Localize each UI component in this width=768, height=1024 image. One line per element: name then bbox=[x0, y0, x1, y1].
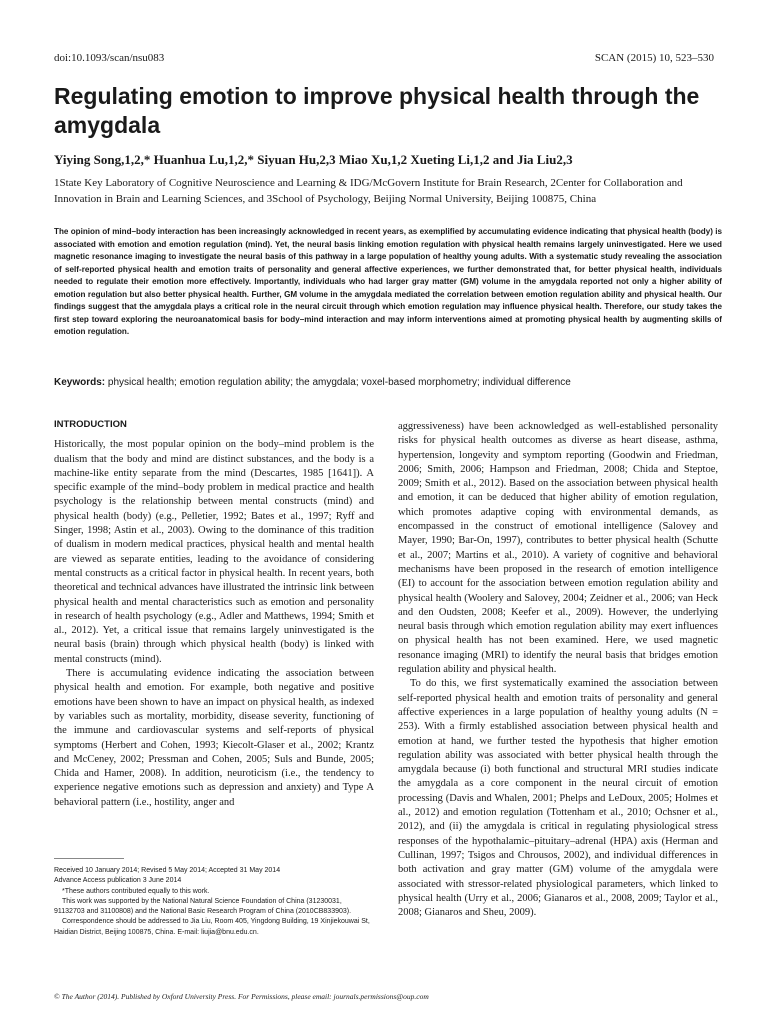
equal-contribution-note: *These authors contributed equally to this work. bbox=[62, 887, 210, 895]
keywords bbox=[54, 377, 724, 388]
intro-paragraph-1: Historically, the most popular opinion on the body–mind problem is the dualism that the body and mind are distinct substances, and the body is a machine-like entity separate from the mind (Descartes, 1985 [1641]). A specific example of the mind–body problem in medical practice and health psychology is the relationship between mental constructs (mind) and physical health (body) (e.g., Pelletier, 1992; Bates et al., 1997; Ryff and Singer, 1998; Astin et al., 2003). Owing to the dominance of this tradition of dualism in modern medical practices, physical health and mental health are viewed as separate entities, leading to the avoidance of considering mental constructs as a critical factor in physical health. In recent years, both theoretical and technical advances have illustrated the intrinsic link between physical health and mental characteristics such as emotion and personality in research of health psychology (e.g., Adler and Matthews, 1994; Smith et al., 2012). Yet, a critical issue that remains largely uninvestigated is the neural basis (brain) through which physical health (body) is linked with mental constructs (mind). bbox=[54, 439, 374, 665]
affiliations: 1State Key Laboratory of Cognitive Neuroscience and Learning & IDG/McGovern Institute for Brain Research, 2Center for Collaboration and Innovation in Brain and Learning Sciences, and 3School of Psychology, Beijing Normal University, Beijing 100875, China bbox=[54, 177, 683, 205]
copyright-line: © The Author (2014). Published by Oxford University Press. For Permissions, please email: journals.permissions@oup.com bbox=[54, 992, 429, 1001]
paper-title: Regulating emotion to improve physical health through the amygdala bbox=[54, 83, 700, 138]
keywords-text: physical health; emotion regulation ability; the amygdala; voxel-based morphometry; individual difference bbox=[107, 377, 571, 388]
intro-paragraph-3: aggressiveness) have been acknowledged as well-established personality risks for physical health outcomes as diverse as heart disease, asthma, hypertension, longevity and symptom reporting (Goodwin and Friedman, 2006; Smith, 2006; Hampson and Friedman, 2008; Chida and Steptoe, 2009; Smith et al., 2012). Based on the association between physical health and emotion, it can be deduced that higher ability of emotion regulation, which promotes adaptive coping with environmental demands, as encompassed in the construct of emotional intelligence (Salovey and Mayer, 1990; Bar-On, 1997), contributes to better physical health (Schutte et al., 2007; Martins et al., 2010). A variety of cognitive and behavioral mechanisms have been proposed in the research of emotion intelligence (EI) to account for the association between emotion regulation ability and physical health (Woolery and Salovey, 2004; Zeidner et al., 2006; van Heck and den Oudsten, 2008; Keefer et al., 2009). However, the underlying neural basis through which emotion regulation ability may exert influences on physical health has not been examined. Here, we used magnetic resonance imaging (MRI) to identify the neural basis that bridges emotion regulation ability and physical health. bbox=[398, 421, 718, 676]
received-dates: Received 10 January 2014; Revised 5 May 2014; Accepted 31 May 2014 bbox=[54, 867, 281, 874]
footnote-divider bbox=[54, 858, 124, 859]
abstract: The opinion of mind–body interaction has been increasingly acknowledged in recent years, as exemplified by accumulating evidence indicating that physical health (body) is associated with emotion and emotion regulation (mind). Yet, the neural basis linking emotion regulation with physical health remains largely uninvestigated. Here we used magnetic resonance imaging to investigate the neural basis of this pathway in a large population of healthy young adults. With a systematic study revealing the association of self-reported physical health and emotion traits of personality and general affective experiences, we further demonstrated that, for better physical health, individuals needed to regulate their emotion more effectively. Importantly, individuals who had larger gray matter (GM) volume in the amygdala reported not only a higher ability of emotion regulation but also better physical health. Further, GM volume in the amygdala mediated the correlation between emotion regulation ability and physical health. Our findings suggest that the amygdala plays a critical role in the neural circuit through which emotion regulation may influence physical health. Therefore, our study takes the first step toward exploring the neuroanatomical basis for body–mind interaction and may inform interventions aimed at promoting physical health by augmenting skills of emotion regulation. bbox=[54, 227, 722, 336]
journal-citation: SCAN (2015) 10, 523–530 bbox=[594, 52, 714, 64]
left-column bbox=[54, 418, 374, 810]
doi-line: doi:10.1093/scan/nsu083 bbox=[54, 52, 165, 64]
introduction-heading: INTRODUCTION bbox=[54, 419, 127, 430]
intro-paragraph-2: There is accumulating evidence indicating the association between physical health and emotion. For example, both negative and positive emotions have been shown to have an impact on physical health, as indexed by variables such as mortality, morbidity, disease severity, functioning of the immune and cardiovascular systems and self-reports of physical symptoms (Herbert and Cohen, 1993; Kiecolt-Glaser et al., 2002; Krantz and McCeney, 2002; Pressman and Cohen, 2005; Suls and Bunde, 2005; Chida and Hamer, 2008). In addition, neuroticism (i.e., the tendency to experience negative emotions such as depression and anxiety) and Type A behavioral pattern (i.e., hostility, anger and bbox=[54, 668, 374, 808]
keywords-label: Keywords: bbox=[54, 377, 106, 388]
right-column bbox=[398, 420, 718, 920]
intro-paragraph-4: To do this, we first systematically examined the association between self-reported physical health and emotion traits of personality and general affective experiences in a large population of healthy young adults (N = 253). With a firmly established association between physical health and emotion at hand, we further tested the hypothesis that higher emotion regulation ability was associated with better physical health through the amygdala because (i) both functional and structural MRI studies indicate the amygdala as a core component in the neural circuit of emotion processing (Davis and Whalen, 2001; Phelps and LeDoux, 2005; Holmes et al., 2012) and emotion regulation (Tottenham et al., 2010; Ochsner et al., 2012), and (ii) the amygdala is critical in regulating physiological stress responses of the hypothalamic–pituitary–adrenal (HPA) axis (Herman and Cullinan, 1997; Tsigos and Chrousos, 2002), and individual differences in both activation and gray matter (GM) volume of the amygdala were associated with stressor-related physiological parameters, which linked to physical health (Urry et al., 2006; Gianaros et al., 2008, 2009; Taylor et al., 2008; Gianaros and Sheu, 2009). bbox=[398, 678, 718, 919]
correspondence-note: Correspondence should be addressed to Jia Liu, Room 405, Yingdong Building, 19 Xinjiekouwai St, Haidian District, Beijing 100875, China. E-mail: liujia@bnu.edu.cn. bbox=[54, 918, 370, 936]
funding-note: This work was supported by the National Natural Science Foundation of China (31230031, 91132703 and 31100808) and the National Basic Research Program of China (2010CB833903). bbox=[54, 897, 352, 916]
footnotes bbox=[54, 866, 374, 938]
author-list: Yiying Song,1,2,* Huanhua Lu,1,2,* Siyuan Hu,2,3 Miao Xu,1,2 Xueting Li,1,2 and Jia Liu2,3 bbox=[54, 152, 573, 167]
advance-access: Advance Access publication 3 June 2014 bbox=[54, 877, 182, 885]
